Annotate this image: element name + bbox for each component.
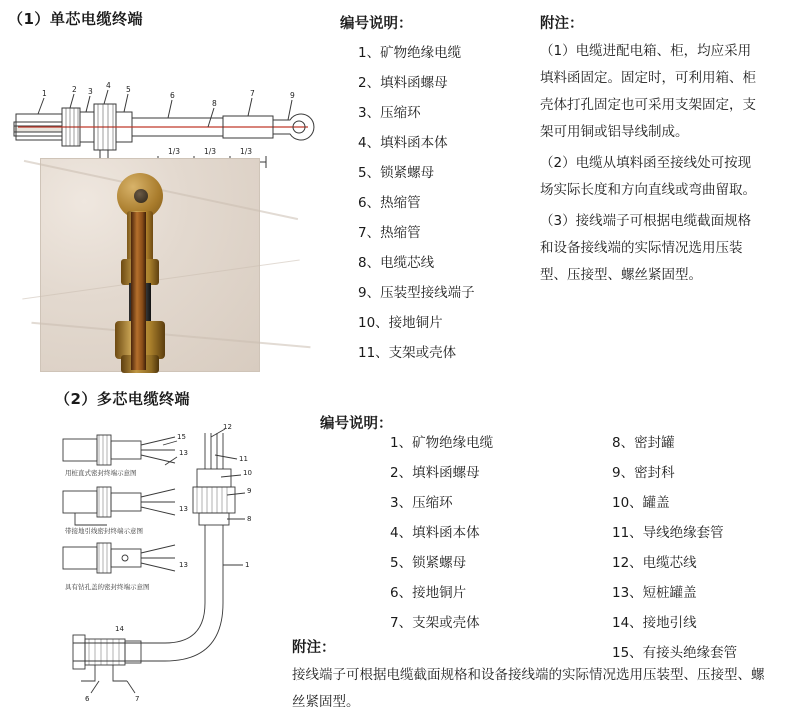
svg-text:14: 14 — [115, 625, 124, 633]
svg-text:6: 6 — [170, 91, 175, 100]
list-item: 13、短桩罐盖 — [612, 585, 697, 601]
svg-text:具有钻孔盖的密封终端示意图: 具有钻孔盖的密封终端示意图 — [65, 583, 150, 591]
multi-core-termination-drawing — [55, 425, 320, 715]
section1-notes-list — [540, 38, 768, 289]
list-item: 7、热缩管 — [358, 225, 421, 241]
svg-text:8: 8 — [212, 99, 217, 108]
list-item: 11、导线绝缘套管 — [612, 525, 724, 541]
svg-text:9: 9 — [290, 91, 295, 100]
section2-notes-heading: 附注： — [292, 640, 336, 656]
svg-text:7: 7 — [250, 89, 255, 98]
svg-text:9: 9 — [247, 487, 252, 495]
single-core-termination-drawing — [8, 42, 313, 156]
svg-text:15: 15 — [177, 433, 186, 441]
section1-legend-heading: 编号说明： — [340, 16, 413, 32]
note-paragraph: （2）电缆从填料函至接线处可按现场实际长度和方向直线或弯曲留取。 — [540, 155, 756, 198]
list-item: 6、接地铜片 — [390, 585, 467, 601]
svg-text:1: 1 — [245, 561, 250, 569]
list-item: 12、电缆芯线 — [612, 555, 697, 571]
list-item: 3、压缩环 — [390, 495, 453, 511]
section1-legend-list — [358, 38, 475, 368]
photo-copper-conductor — [131, 212, 146, 370]
list-item: 3、压缩环 — [358, 105, 421, 121]
list-item: 7、支架或壳体 — [390, 615, 480, 631]
svg-text:5: 5 — [126, 85, 131, 94]
svg-text:用桩直式密封终端示意图: 用桩直式密封终端示意图 — [65, 469, 137, 477]
section2-legend-column-2 — [612, 428, 737, 668]
photo-texture-vein-2 — [22, 260, 299, 300]
section2-legend-heading: 编号说明： — [320, 416, 393, 432]
note-paragraph: （1）电缆进配电箱、柜，均应采用填料函固定。固定时，可利用箱、柜壳体打孔固定也可采用支架固定，支架可用铜或铝导线制成。 — [540, 43, 756, 140]
svg-text:8: 8 — [247, 515, 252, 523]
list-item: 10、接地铜片 — [358, 315, 443, 331]
list-item: 2、填料函螺母 — [358, 75, 448, 91]
list-item: 5、锁紧螺母 — [390, 555, 467, 571]
svg-text:4: 4 — [106, 81, 111, 90]
svg-text:1: 1 — [42, 89, 47, 98]
svg-text:6: 6 — [85, 695, 90, 703]
list-item: 11、支架或壳体 — [358, 345, 457, 361]
single-core-termination-photo — [40, 158, 260, 372]
svg-text:1/3: 1/3 — [204, 147, 217, 156]
list-item: 15、有接头绝缘套管 — [612, 645, 738, 661]
section2-notes-text: 接线端子可根据电缆截面规格和设备接线端的实际情况选用压装型、压接型、螺丝紧固型。 — [292, 667, 765, 710]
svg-text:3: 3 — [88, 87, 93, 96]
photo-lug-hole — [134, 189, 148, 203]
section2-title: （2）多芯电缆终端 — [55, 390, 190, 408]
svg-text:13: 13 — [179, 449, 188, 457]
list-item: 5、锁紧螺母 — [358, 165, 435, 181]
section2-legend-column-1 — [390, 428, 493, 638]
photo-texture-vein-3 — [31, 322, 310, 348]
list-item: 9、密封科 — [612, 465, 675, 481]
svg-text:11: 11 — [239, 455, 248, 463]
list-item: 4、填料函本体 — [358, 135, 448, 151]
svg-text:2: 2 — [72, 85, 77, 94]
list-item: 6、热缩管 — [358, 195, 421, 211]
svg-text:1/3: 1/3 — [240, 147, 253, 156]
svg-text:1/3: 1/3 — [168, 147, 181, 156]
note-paragraph: （3）接线端子可根据电缆截面规格和设备接线端的实际情况选用压装型、压接型、螺丝紧固型。 — [540, 213, 752, 283]
svg-text:10: 10 — [243, 469, 252, 477]
svg-text:13: 13 — [179, 505, 188, 513]
list-item: 8、电缆芯线 — [358, 255, 435, 271]
list-item: 14、接地引线 — [612, 615, 697, 631]
svg-text:7: 7 — [135, 695, 140, 703]
list-item: 10、罐盖 — [612, 495, 670, 511]
list-item: 4、填料函本体 — [390, 525, 480, 541]
svg-text:12: 12 — [223, 423, 232, 431]
svg-text:带接地引线密封终端示意图: 带接地引线密封终端示意图 — [65, 527, 143, 535]
list-item: 9、压装型接线端子 — [358, 285, 475, 301]
list-item: 2、填料函螺母 — [390, 465, 480, 481]
section1-notes-heading: 附注： — [540, 16, 584, 32]
list-item: 1、矿物绝缘电缆 — [358, 45, 462, 61]
list-item: 1、矿物绝缘电缆 — [390, 435, 494, 451]
section1-title: （1）单芯电缆终端 — [8, 10, 143, 28]
svg-text:13: 13 — [179, 561, 188, 569]
list-item: 8、密封罐 — [612, 435, 675, 451]
